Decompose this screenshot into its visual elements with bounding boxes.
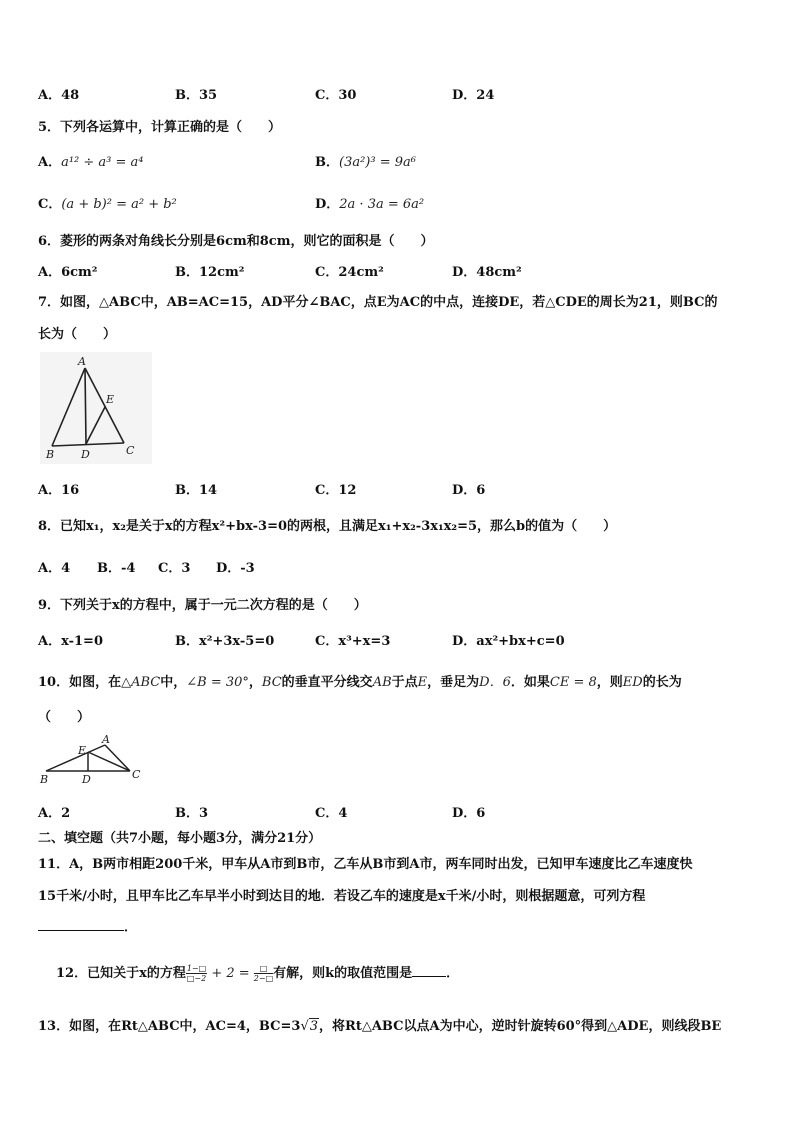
q9-option-d: D．ax²+bx+c=0 [452,634,565,649]
q9-stem: 9．下列关于x的方程中，属于一元二次方程的是（ ） [38,598,367,613]
q10-label-c: C [132,768,141,781]
q6-option-c: C．24cm² [315,265,384,280]
q10-stem-line2: （ ） [38,710,91,725]
q7-option-b: B．14 [175,483,218,498]
q10-option-b: B．3 [175,806,209,821]
q6-option-b: B．12cm² [175,265,245,280]
q10-option-a: A．2 [38,806,71,821]
q6-stem: 6．菱形的两条对角线长分别是6cm和8cm，则它的面积是（ ） [38,234,434,249]
q10-option-c: C．4 [315,806,348,821]
q12-answer-blank[interactable] [412,964,446,977]
q8-option-d: D．-3 [216,561,255,576]
q5-option-d-expr: 2a · 3a = 6a² [339,197,425,212]
q10-triangle: △ABC [121,675,161,690]
q9-option-b: B．x²+3x-5=0 [175,634,275,649]
q5-option-c-expr: (a + b)² = a² + b² [61,197,177,212]
q7-stem-line2: 长为（ ） [38,327,117,342]
q10-label-a: A [102,733,110,746]
q10-triangle-figure [38,733,142,785]
q7-label-a: A [78,355,86,368]
q5-option-b-expr: (3a²)³ = 9a⁶ [339,155,416,170]
q7-option-c: C．12 [315,483,357,498]
q7-triangle-figure [40,352,152,464]
q4-option-a: A．48 [38,88,80,103]
q5-stem: 5．下列各运算中，计算正确的是（ ） [38,120,282,135]
q7-label-b: B [46,448,55,461]
q13-stem: 13．如图，在Rt△ABC中，AC=4，BC=3√3，将Rt△ABC以点A为中心，逆时针旋转60°得到△ADE，则线段BE [38,1019,722,1034]
q7-label-e: E [106,393,115,406]
q5-option-d: D．2a · 3a = 6a² [315,197,425,212]
q4-option-c: C．30 [315,88,357,103]
q9-option-a: A．x-1=0 [38,634,103,649]
q4-option-b: B．35 [175,88,218,103]
q11-line2: 15千米/小时，且甲车比乙车早半小时到达目的地．若设乙车的速度是x千米/小时，则根据题意，可列方程 [38,889,646,904]
q10-label-e: E [78,744,87,757]
q11-line1: 11．A，B两市相距200千米，甲车从A市到B市，乙车从B市到A市，两车同时出发，已知甲车速度比乙车速度快 [38,857,693,872]
q9-option-c: C．x³+x=3 [315,634,391,649]
q12-fraction-1: $\frac{1-□}{□-2}$ [186,964,207,983]
q7-option-a: A．16 [38,483,80,498]
q10-angle: ∠B = 30° [186,675,249,690]
q8-option-a: A．4 [38,561,71,576]
q10-option-d: D．6 [452,806,486,821]
q8-option-b: B．-4 [97,561,136,576]
q6-option-d: D．48cm² [452,265,522,280]
q5-option-a-expr: a¹² ÷ a³ = a⁴ [61,155,144,170]
q6-option-a: A．6cm² [38,265,98,280]
q8-stem: 8．已知x₁，x₂是关于x的方程x²+bx-3=0的两根，且满足x₁+x₂-3x₁x₂=5，那么b的值为（ ） [38,519,617,534]
q4-option-d: D．24 [452,88,495,103]
q13-sqrt: √3 [300,1019,319,1034]
q5-option-a: A．a¹² ÷ a³ = a⁴ [38,155,144,170]
q10-label-b: B [40,773,49,785]
q11-answer-line: ． [38,916,137,935]
q12-stem: 12．已知关于x的方程 $\frac{1-□}{□-2}$ + 2 = $\frac{□}{2-□}$ 有解，则k的取值范围是 ． [56,964,460,983]
q10-stem-line1: 10．如图，在△ABC中，∠B = 30°，BC的垂直平分线交AB于点E，垂足为D．6．如果CE = 8，则ED的长为 [38,675,682,690]
q5-option-c: C．(a + b)² = a² + b² [38,197,177,212]
q10-label-d: D [82,773,91,785]
section-2-heading: 二、填空题（共7小题，每小题3分，满分21分） [38,831,322,846]
q5-option-b: B．(3a²)³ = 9a⁶ [315,155,416,170]
q7-stem-line1: 7．如图，△ABC中，AB=AC=15，AD平分∠BAC，点E为AC的中点，连接DE，若△CDE的周长为21，则BC的 [38,295,718,310]
q7-label-c: C [126,444,135,457]
q11-answer-blank[interactable] [38,916,124,931]
q7-label-d: D [81,448,90,461]
q12-fraction-2: $\frac{□}{2-□}$ [253,964,274,983]
q7-option-d: D．6 [452,483,486,498]
q8-option-c: C．3 [158,561,191,576]
